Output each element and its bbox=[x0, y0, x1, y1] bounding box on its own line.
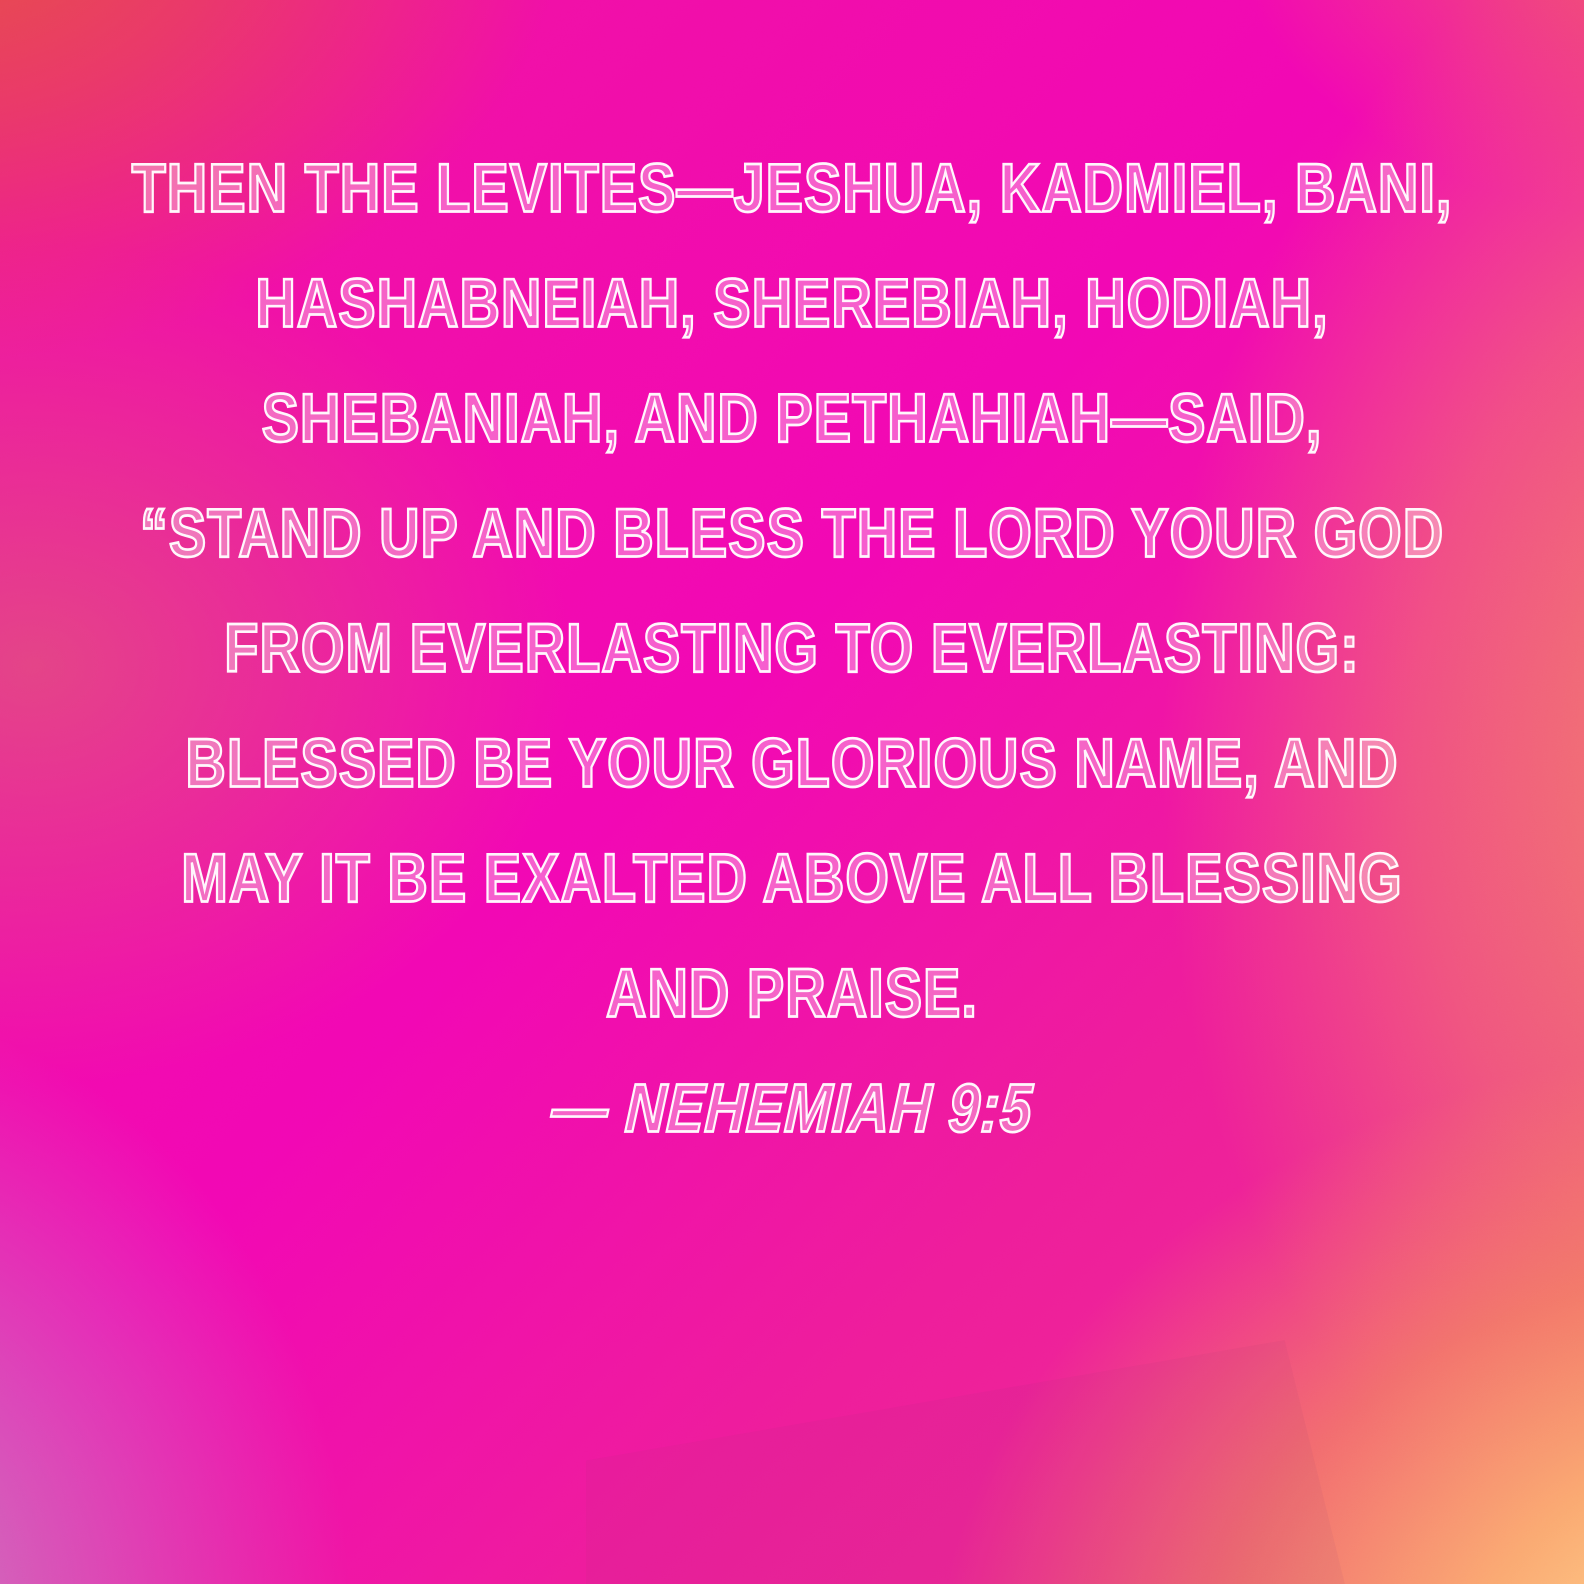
verse-line: SHEBANIAH, AND PETHAHIAH—SAID, bbox=[261, 379, 1323, 456]
verse-line: MAY IT BE EXALTED ABOVE ALL BLESSING bbox=[181, 839, 1403, 916]
verse-line: BLESSED BE YOUR GLORIOUS NAME, AND bbox=[185, 724, 1399, 801]
verse-line: “STAND UP AND BLESS THE LORD YOUR GOD bbox=[139, 494, 1445, 571]
verse-line: AND PRAISE. bbox=[606, 954, 978, 1031]
verse-line: THEN THE LEVITES—JESHUA, KADMIEL, BANI, bbox=[131, 149, 1453, 226]
verse-line: HASHABNEIAH, SHEREBIAH, HODIAH, bbox=[255, 264, 1329, 341]
verse-line: FROM EVERLASTING TO EVERLASTING: bbox=[224, 609, 1360, 686]
verse-reference: — NEHEMIAH 9:5 bbox=[549, 1069, 1035, 1146]
